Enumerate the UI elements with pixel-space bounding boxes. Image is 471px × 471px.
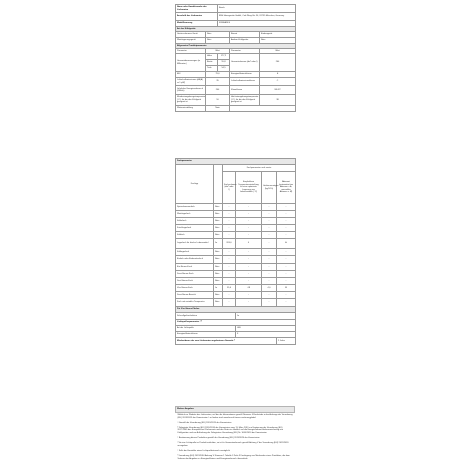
compartment-name: Lagerfach für frische Lebensmittel: [176, 239, 214, 249]
min-temp-label: Mindestumgebungstemperatur (°C), für die das Kühlgerät geeignet ist: [176, 95, 206, 106]
type-row-value: Nein: [206, 32, 230, 38]
compartment-defrost-type: -: [277, 225, 296, 232]
width-label: Breite: [206, 60, 218, 66]
noise-label: Luftschallemissionen (dB(A) re 1 pW): [176, 78, 206, 86]
model-id-label: Modellkennung: [176, 21, 218, 27]
compartment-volume: -: [223, 299, 236, 307]
temperature-header: Empfohlene Temperatureinstellung für eine optimierte Lagerung von Lebensmitteln (°C): [236, 172, 262, 204]
annual-energy-value: 244: [206, 86, 230, 95]
compartment-freezing-capacity: 4,0: [262, 285, 277, 292]
height-value: 177,2: [218, 54, 230, 60]
compartment-volume: -: [223, 271, 236, 278]
supplier-name-label: Name oder Handelsmarke des Lieferanten: [176, 5, 218, 13]
type-row-value: Nein: [206, 38, 230, 44]
value-header: Wert: [260, 49, 296, 54]
compartment-row: [176, 225, 296, 232]
additional-info-paragraph: ᵈ Ist eine Lichtquelle im Produkt enthalten, so ist ihr Gesamtverbrauch gemäß Anhang V der Verordnung (EU) 2019/2020 anzugeben: [177, 442, 289, 447]
compartment-present: Ja: [214, 239, 223, 249]
quick-freeze-label: Schnellgefrierfunktion: [176, 313, 236, 320]
supplier-address-value: BSH Hausgeräte GmbH, Carl-Wery-Str. 34, 81739 München, Germany: [218, 13, 296, 21]
warranty-label: Mindestdauer der vom Lieferanten angebotenen Garantie ᵇ: [176, 338, 277, 345]
compartment-defrost-type: -: [277, 256, 296, 264]
compartment-name: Speisekammerfach: [176, 204, 214, 211]
total-volume-label: Gesamtvolumen (dm³ oder l): [230, 54, 260, 72]
compartment-defrost-type: -: [277, 211, 296, 218]
empty-header: [214, 165, 223, 204]
compartment-name: Fach mit variabler Temperatur: [176, 299, 214, 307]
compartment-row: [176, 211, 296, 218]
compartment-volume: -: [223, 232, 236, 239]
compartment-freezing-capacity: -: [262, 264, 277, 271]
compartment-present: Nein: [214, 249, 223, 256]
compartment-present: Nein: [214, 204, 223, 211]
compartment-row: [176, 271, 296, 278]
compartment-params-header: Fachparameter und -werte: [223, 165, 296, 172]
type-row-label: Geräuscharmes Gerät: [176, 32, 206, 38]
additional-info-heading: Weitere Angaben: [176, 407, 295, 413]
eei-label: EEI: [176, 72, 206, 78]
volume-header: Fachvolumen (dm³ oder l): [223, 172, 236, 204]
max-temp-label: Höchstumgebungstemperatur (°C), für die das Kühlgerät geeignet ist: [230, 95, 260, 106]
light-class-value: F: [236, 332, 296, 338]
supplier-address-label: Anschrift des Lieferanten: [176, 13, 218, 21]
compartment-volume: -: [223, 211, 236, 218]
noise-value: 35: [206, 78, 230, 86]
efficiency-class-value: E: [260, 72, 296, 78]
noise-class-value: C: [260, 78, 296, 86]
compartment-row: [176, 278, 296, 285]
winter-setting-label: Wintereinstellung: [176, 106, 206, 112]
compartment-present: Nein: [214, 218, 223, 225]
dimensions-label: Gesamtabmessungen (in Millimeter): [176, 54, 206, 72]
compartment-row: [176, 249, 296, 256]
compartment-defrost-type: -: [277, 271, 296, 278]
compartment-type-header: Fachtyp: [176, 165, 214, 204]
type-row-label: Weinlagerungsgerät: [176, 38, 206, 44]
compartment-defrost-type: -: [277, 299, 296, 307]
empty-cell: [230, 106, 296, 112]
compartment-temperature: -18: [236, 285, 262, 292]
compartment-freezing-capacity: -: [262, 256, 277, 264]
compartment-row: [176, 256, 296, 264]
compartment-name: Frischlagerfach: [176, 225, 214, 232]
compartment-temperature: -: [236, 299, 262, 307]
compartment-present: Nein: [214, 232, 223, 239]
compartment-defrost-type: M: [277, 285, 296, 292]
additional-info-text: [176, 413, 295, 464]
compartment-volume: -: [223, 204, 236, 211]
noise-class-label: Luftschallemissionsklasse: [230, 78, 260, 86]
max-temp-value: 38: [260, 95, 296, 106]
product-info-sheet-additional: [175, 406, 295, 464]
annual-energy-label: Jährlicher Energieverbrauch (kWh/a): [176, 86, 206, 95]
height-label: Höhe: [206, 54, 218, 60]
type-row-label: Andere Kühlgeräte: [230, 38, 260, 44]
compartment-name: Kellerfach: [176, 218, 214, 225]
product-info-sheet-compartments: [175, 158, 296, 345]
compartment-name: Eisfach oder Eisbereiterfach: [176, 256, 214, 264]
compartment-temperature: -: [236, 292, 262, 299]
compartment-volume: 209,0: [223, 239, 236, 249]
compartment-temperature: -: [236, 232, 262, 239]
total-volume-value: 264: [260, 54, 296, 72]
compartment-freezing-capacity: -: [262, 239, 277, 249]
quick-freeze-value: Ja: [236, 313, 296, 320]
compartment-freezing-capacity: -: [262, 204, 277, 211]
compartment-row: [176, 292, 296, 299]
compartment-temperature: 4: [236, 239, 262, 249]
compartment-freezing-capacity: -: [262, 225, 277, 232]
type-row-label: Bauart: [230, 32, 260, 38]
compartment-temperature: -: [236, 225, 262, 232]
compartment-freezing-capacity: -: [262, 271, 277, 278]
compartment-name: Drei-Sterne-Fach: [176, 278, 214, 285]
compartment-section-heading: Fachparameter: [176, 159, 296, 165]
compartment-name: Weinlagerfach: [176, 211, 214, 218]
compartment-freezing-capacity: -: [262, 292, 277, 299]
compartment-defrost-type: -: [277, 292, 296, 299]
compartment-defrost-type: -: [277, 264, 296, 271]
param-header: Parameter: [176, 49, 206, 54]
type-row-value: Nein: [260, 38, 296, 44]
freezing-capacity-header: Gefriervermögen (kg/24 h): [262, 172, 277, 204]
model-id-value: KIS86ADF0: [218, 21, 296, 27]
climate-class-label: Klimaklasse: [230, 86, 260, 95]
compartment-row: [176, 239, 296, 249]
type-row-value: Einbaugerät: [260, 32, 296, 38]
compartment-present: Nein: [214, 264, 223, 271]
general-section-heading: Allgemeine Produktparameter: [176, 44, 296, 49]
additional-info-paragraph: ᶜ Bestimmung dieses Produktes gemäß der Verordnung (EU) 2019/2020 der Kommission: [177, 437, 260, 440]
warranty-value: 2 Jahre: [277, 338, 296, 345]
winter-setting-value: Nein: [206, 106, 230, 112]
defrost-type-header: Abtauart (automatisches Abtauen = A, manuelles Abtauen = M): [277, 172, 296, 204]
compartment-defrost-type: -: [277, 218, 296, 225]
compartment-temperature: -: [236, 256, 262, 264]
light-type-label: Art der Lichtquelle: [176, 326, 236, 332]
compartment-row: [176, 204, 296, 211]
compartment-row: [176, 299, 296, 307]
compartment-volume: -: [223, 256, 236, 264]
compartment-present: Nein: [214, 292, 223, 299]
eei-value: 79,6: [206, 72, 230, 78]
compartment-volume: -: [223, 218, 236, 225]
compartment-present: Ja: [214, 285, 223, 292]
climate-class-value: SN-ST: [260, 86, 296, 95]
width-value: 55,8: [218, 60, 230, 66]
compartment-freezing-capacity: -: [262, 249, 277, 256]
compartment-name: Kaltlagerfach: [176, 249, 214, 256]
product-info-sheet-general: [175, 4, 296, 112]
compartment-defrost-type: -: [277, 278, 296, 285]
compartment-present: Nein: [214, 225, 223, 232]
supplier-name-value: Bosch: [218, 5, 296, 13]
compartment-row: [176, 264, 296, 271]
efficiency-class-label: Energieeffizienzklasse: [230, 72, 260, 78]
compartment-present: Nein: [214, 299, 223, 307]
compartment-row: [176, 232, 296, 239]
compartment-name: Ein-Sterne-Fach: [176, 264, 214, 271]
compartment-row: [176, 285, 296, 292]
compartment-temperature: -: [236, 211, 262, 218]
compartment-defrost-type: A: [277, 239, 296, 249]
min-temp-value: 10: [206, 95, 230, 106]
depth-label: Tiefe: [206, 66, 218, 72]
compartment-temperature: -: [236, 249, 262, 256]
additional-info-paragraph: ᵃ Gemäß der Verordnung (EU) 2019/2019 der Kommission: [177, 421, 232, 424]
compartment-volume: 55,0: [223, 285, 236, 292]
compartment-present: Nein: [214, 211, 223, 218]
additional-info-paragraph: Weblink zur Website des Lieferanten, auf der die Informationen gemäß Nummer 4 Buchstabe a des Anhangs der Verordnung (EU) 2019/2019 der Kommission ᵃ zu finden sind: www.bosch-home.com/energylabel: [177, 414, 293, 419]
compartment-defrost-type: -: [277, 232, 296, 239]
light-source-heading: Lichtquellenparameter ᵃ ᵇ: [176, 320, 296, 326]
compartment-defrost-type: -: [277, 249, 296, 256]
compartment-temperature: -: [236, 264, 262, 271]
compartment-present: Nein: [214, 278, 223, 285]
compartment-freezing-capacity: -: [262, 211, 277, 218]
four-star-section-heading: Für Vier-Sterne-Fächer: [176, 307, 296, 313]
compartment-freezing-capacity: -: [262, 299, 277, 307]
compartment-volume: -: [223, 264, 236, 271]
compartment-temperature: -: [236, 271, 262, 278]
depth-value: 54,5: [218, 66, 230, 72]
light-type-value: LED: [236, 326, 296, 332]
compartment-volume: -: [223, 249, 236, 256]
compartment-volume: -: [223, 225, 236, 232]
compartment-row: [176, 218, 296, 225]
compartment-freezing-capacity: -: [262, 278, 277, 285]
compartment-volume: -: [223, 278, 236, 285]
compartment-temperature: -: [236, 218, 262, 225]
compartment-name: Vier-Sterne-Fach: [176, 285, 214, 292]
compartment-name: Zwei-Sterne-Bereich: [176, 292, 214, 299]
compartment-temperature: -: [236, 278, 262, 285]
type-section-heading: Art des Kühlgeräts: [176, 27, 296, 32]
compartment-freezing-capacity: -: [262, 232, 277, 239]
compartment-name: Kaltfach: [176, 232, 214, 239]
compartment-freezing-capacity: -: [262, 218, 277, 225]
param-header: Parameter: [230, 49, 260, 54]
compartment-temperature: -: [236, 204, 262, 211]
light-class-label: Energieeffizienzklasse: [176, 332, 236, 338]
compartment-present: Nein: [214, 256, 223, 264]
compartment-defrost-type: -: [277, 204, 296, 211]
compartment-volume: -: [223, 292, 236, 299]
additional-info-paragraph: ᵇ Delegierte Verordnung (EU) 2019/2016 der Kommission vom 11. März 2019 zur Ergänzung der Verordnung (EU) 2017/1369 des Europäischen Parlaments und des Rates im Hinblick auf die Energieverbrauchskennzeichnung von Kühlgeräten und zur Aufhebung der Delegierten Verordnung (EU) Nr. 1060/2010 der Kommission: [177, 426, 283, 434]
additional-info-paragraph: ᶠ Verordnung (EU) 2019/2016 Anhang V Nummer 1 Tabelle 3 Zeile 3 Festlegung von Merkmalen eines Produktes, die dem Verbraucher Angaben zu Energieeffizienz und Energieverbrauch übermitteln: [177, 454, 290, 460]
compartment-present: Nein: [214, 271, 223, 278]
value-header: Wert: [206, 49, 230, 54]
additional-info-paragraph: ᵉ Falls der Hersteller einen Lichtquellentausch ermöglicht: [177, 449, 230, 452]
compartment-name: Zwei-Sterne-Fach: [176, 271, 214, 278]
